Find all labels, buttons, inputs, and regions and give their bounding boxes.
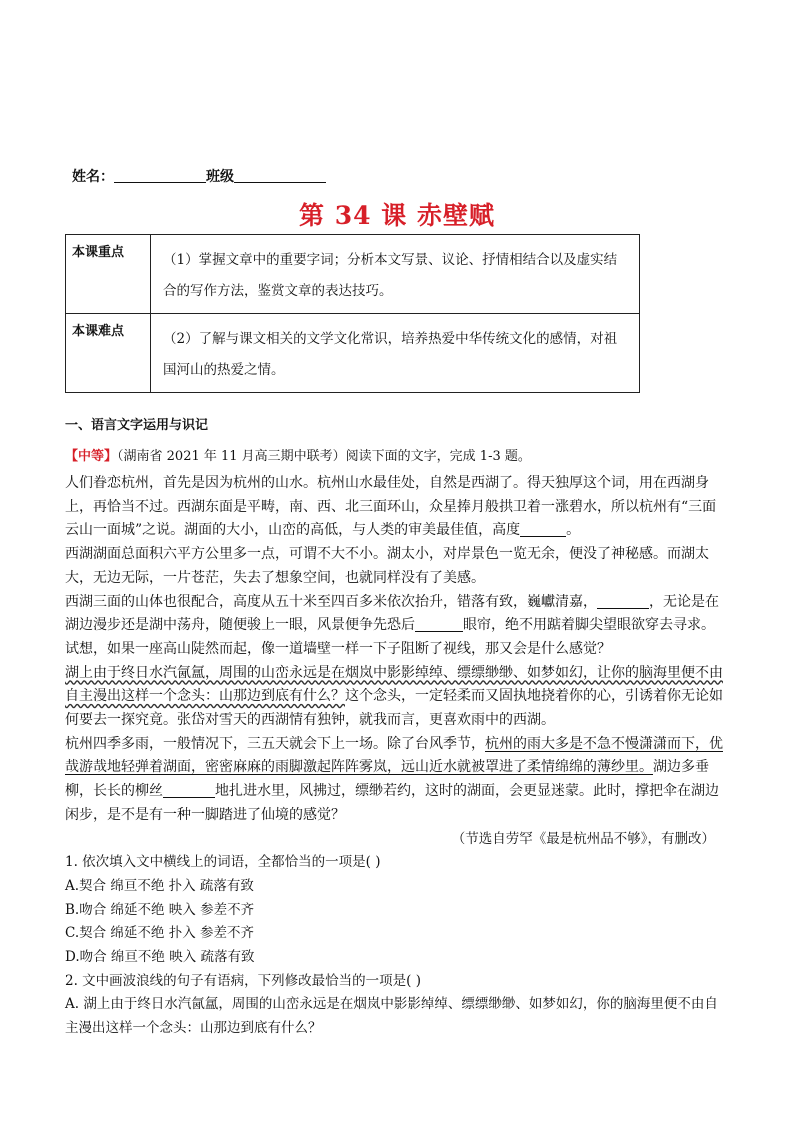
difficulty-row bbox=[66, 314, 640, 393]
passage-text: ，无论是在湖边漫步还是湖中荡舟，随便骏上一眼，风景便争先恐后 bbox=[65, 593, 719, 634]
intro-text: （湖南省 2021 年 11 月高三期中联考）阅读下面的文字，完成 1-3 题。 bbox=[117, 449, 531, 464]
reading-passage bbox=[65, 472, 725, 1041]
difficulty-text: （2）了解与课文相关的文学文化常识，培养热爱中华传统文化的感情，对祖国河山的热爱之情。 bbox=[151, 314, 640, 393]
option-a[interactable]: A.契合 绵亘不绝 扑入 疏落有致 bbox=[65, 877, 254, 894]
answer-blank[interactable] bbox=[163, 783, 215, 798]
answer-blank[interactable] bbox=[415, 617, 463, 632]
answer-blank[interactable] bbox=[520, 522, 566, 537]
class-blank[interactable] bbox=[234, 169, 326, 183]
focus-text: （1）掌握文章中的重要字词；分析本文写景、议论、抒情相结合以及虚实结合的写作方法，鉴赏文章的表达技巧。 bbox=[151, 235, 640, 314]
passage-source: （节选自劳罕《最是杭州品不够》，有删改） bbox=[451, 830, 715, 847]
option-d[interactable]: D.吻合 绵亘不绝 映入 疏落有致 bbox=[65, 949, 255, 966]
passage-text: 地扎进水里，风拂过，缥缈若约，这时的湖面，会更显迷蒙。此时，撑把伞在湖边闲步，是不是有一种一脚踏进了仙境的感觉？ bbox=[65, 783, 719, 823]
answer-blank[interactable] bbox=[597, 594, 649, 609]
name-label: 姓名： bbox=[72, 169, 114, 185]
passage-paragraph bbox=[65, 662, 725, 733]
focus-label: 本课重点 bbox=[66, 235, 151, 314]
class-label: 班级 bbox=[206, 169, 234, 185]
name-blank[interactable] bbox=[114, 169, 206, 183]
option-a[interactable]: A. 湖上由于终日水汽氤氲，周围的山峦永远是在烟岚中影影绰绰、缥缥缈缈、如梦如幻，你的脑海里便不由自主漫出这样一个念头：山那边到底有什么？ bbox=[65, 996, 718, 1037]
passage-text: 。 bbox=[566, 522, 581, 539]
passage-paragraph bbox=[65, 591, 725, 662]
underlined-sentence: 杭州的雨大多是不急不慢潇潇而下，优哉游哉地轻弹着湖面，密密麻麻的雨脚激起阵阵雾岚，远山近水就被罩进了柔情绵绵的薄纱里。 bbox=[65, 735, 723, 776]
lesson-focus-table bbox=[65, 234, 640, 393]
passage-paragraph bbox=[65, 472, 725, 543]
section-heading: 一、语言文字运用与识记 bbox=[65, 418, 209, 433]
passage-text: 杭州四季多雨，一般情况下，三五天就会下上一场。除了台风季节， bbox=[65, 735, 485, 752]
passage-paragraph: 西湖湖面总面积六平方公里多一点，可谓不大不小。湖太小，对岸景色一览无余，便没了神秘感。而湖太大，无边无际，一片苍茫，失去了想象空间，也就同样没有了美感。 bbox=[65, 546, 709, 586]
passage-text: 这个念头，一定轻柔而又固执地挠着你的心，引诱着你无论如何要去一探究竟。张岱对雪天的西湖情有独钟，就我而言，更喜欢雨中的西湖。 bbox=[65, 688, 723, 729]
question-2: 2. 文中画波浪线的句子有语病，下列修改最恰当的一项是( ) bbox=[65, 972, 421, 989]
passage-text: 湖边多垂柳，长长的柳丝 bbox=[65, 759, 709, 800]
difficulty-tag: 【中等】 bbox=[65, 449, 118, 464]
question-1: 1. 依次填入文中横线上的词语，全都恰当的一项是( ) bbox=[65, 854, 381, 871]
wavy-underlined-sentence: 湖上由于终日水汽氤氲，周围的山峦永远是在烟岚中影影绰绰、缥缥缈缈、如梦如幻，让你的脑海里便不由自主漫出这样一个念头：山那边到底有什么？ bbox=[65, 664, 723, 705]
focus-row bbox=[66, 235, 640, 314]
difficulty-label: 本课难点 bbox=[66, 314, 151, 393]
question-intro bbox=[65, 445, 531, 464]
passage-text: 人们眷恋杭州，首先是因为杭州的山水。杭州山水最佳处，自然是西湖了。得天独厚这个词，用在西湖身上，再恰当不过。西湖东面是平畴，南、西、北三面环山，众星捧月般拱卫着一涨碧水，所以杭州有“三面云山一面城”之说。湖面的大小，山峦的高低，与人类的审美最佳值，高度 bbox=[65, 475, 717, 539]
option-b[interactable]: B.吻合 绵延不绝 映入 参差不齐 bbox=[65, 901, 255, 918]
student-info-line bbox=[72, 166, 326, 186]
lesson-title: 第 34 课 赤壁赋 bbox=[299, 201, 495, 230]
passage-paragraph bbox=[65, 733, 725, 828]
option-c[interactable]: C.契合 绵延不绝 扑入 参差不齐 bbox=[65, 925, 255, 942]
passage-text: 眼帘，绝不用踮着脚尖望眼欲穿去寻求。试想，如果一座高山陡然而起，像一道墙壁一样一下子阻断了视线，那又会是什么感觉？ bbox=[65, 617, 715, 657]
passage-text: 西湖三面的山体也很配合，高度从五十米至四百多米依次抬升，错落有致，巍巘清嘉， bbox=[65, 593, 597, 610]
